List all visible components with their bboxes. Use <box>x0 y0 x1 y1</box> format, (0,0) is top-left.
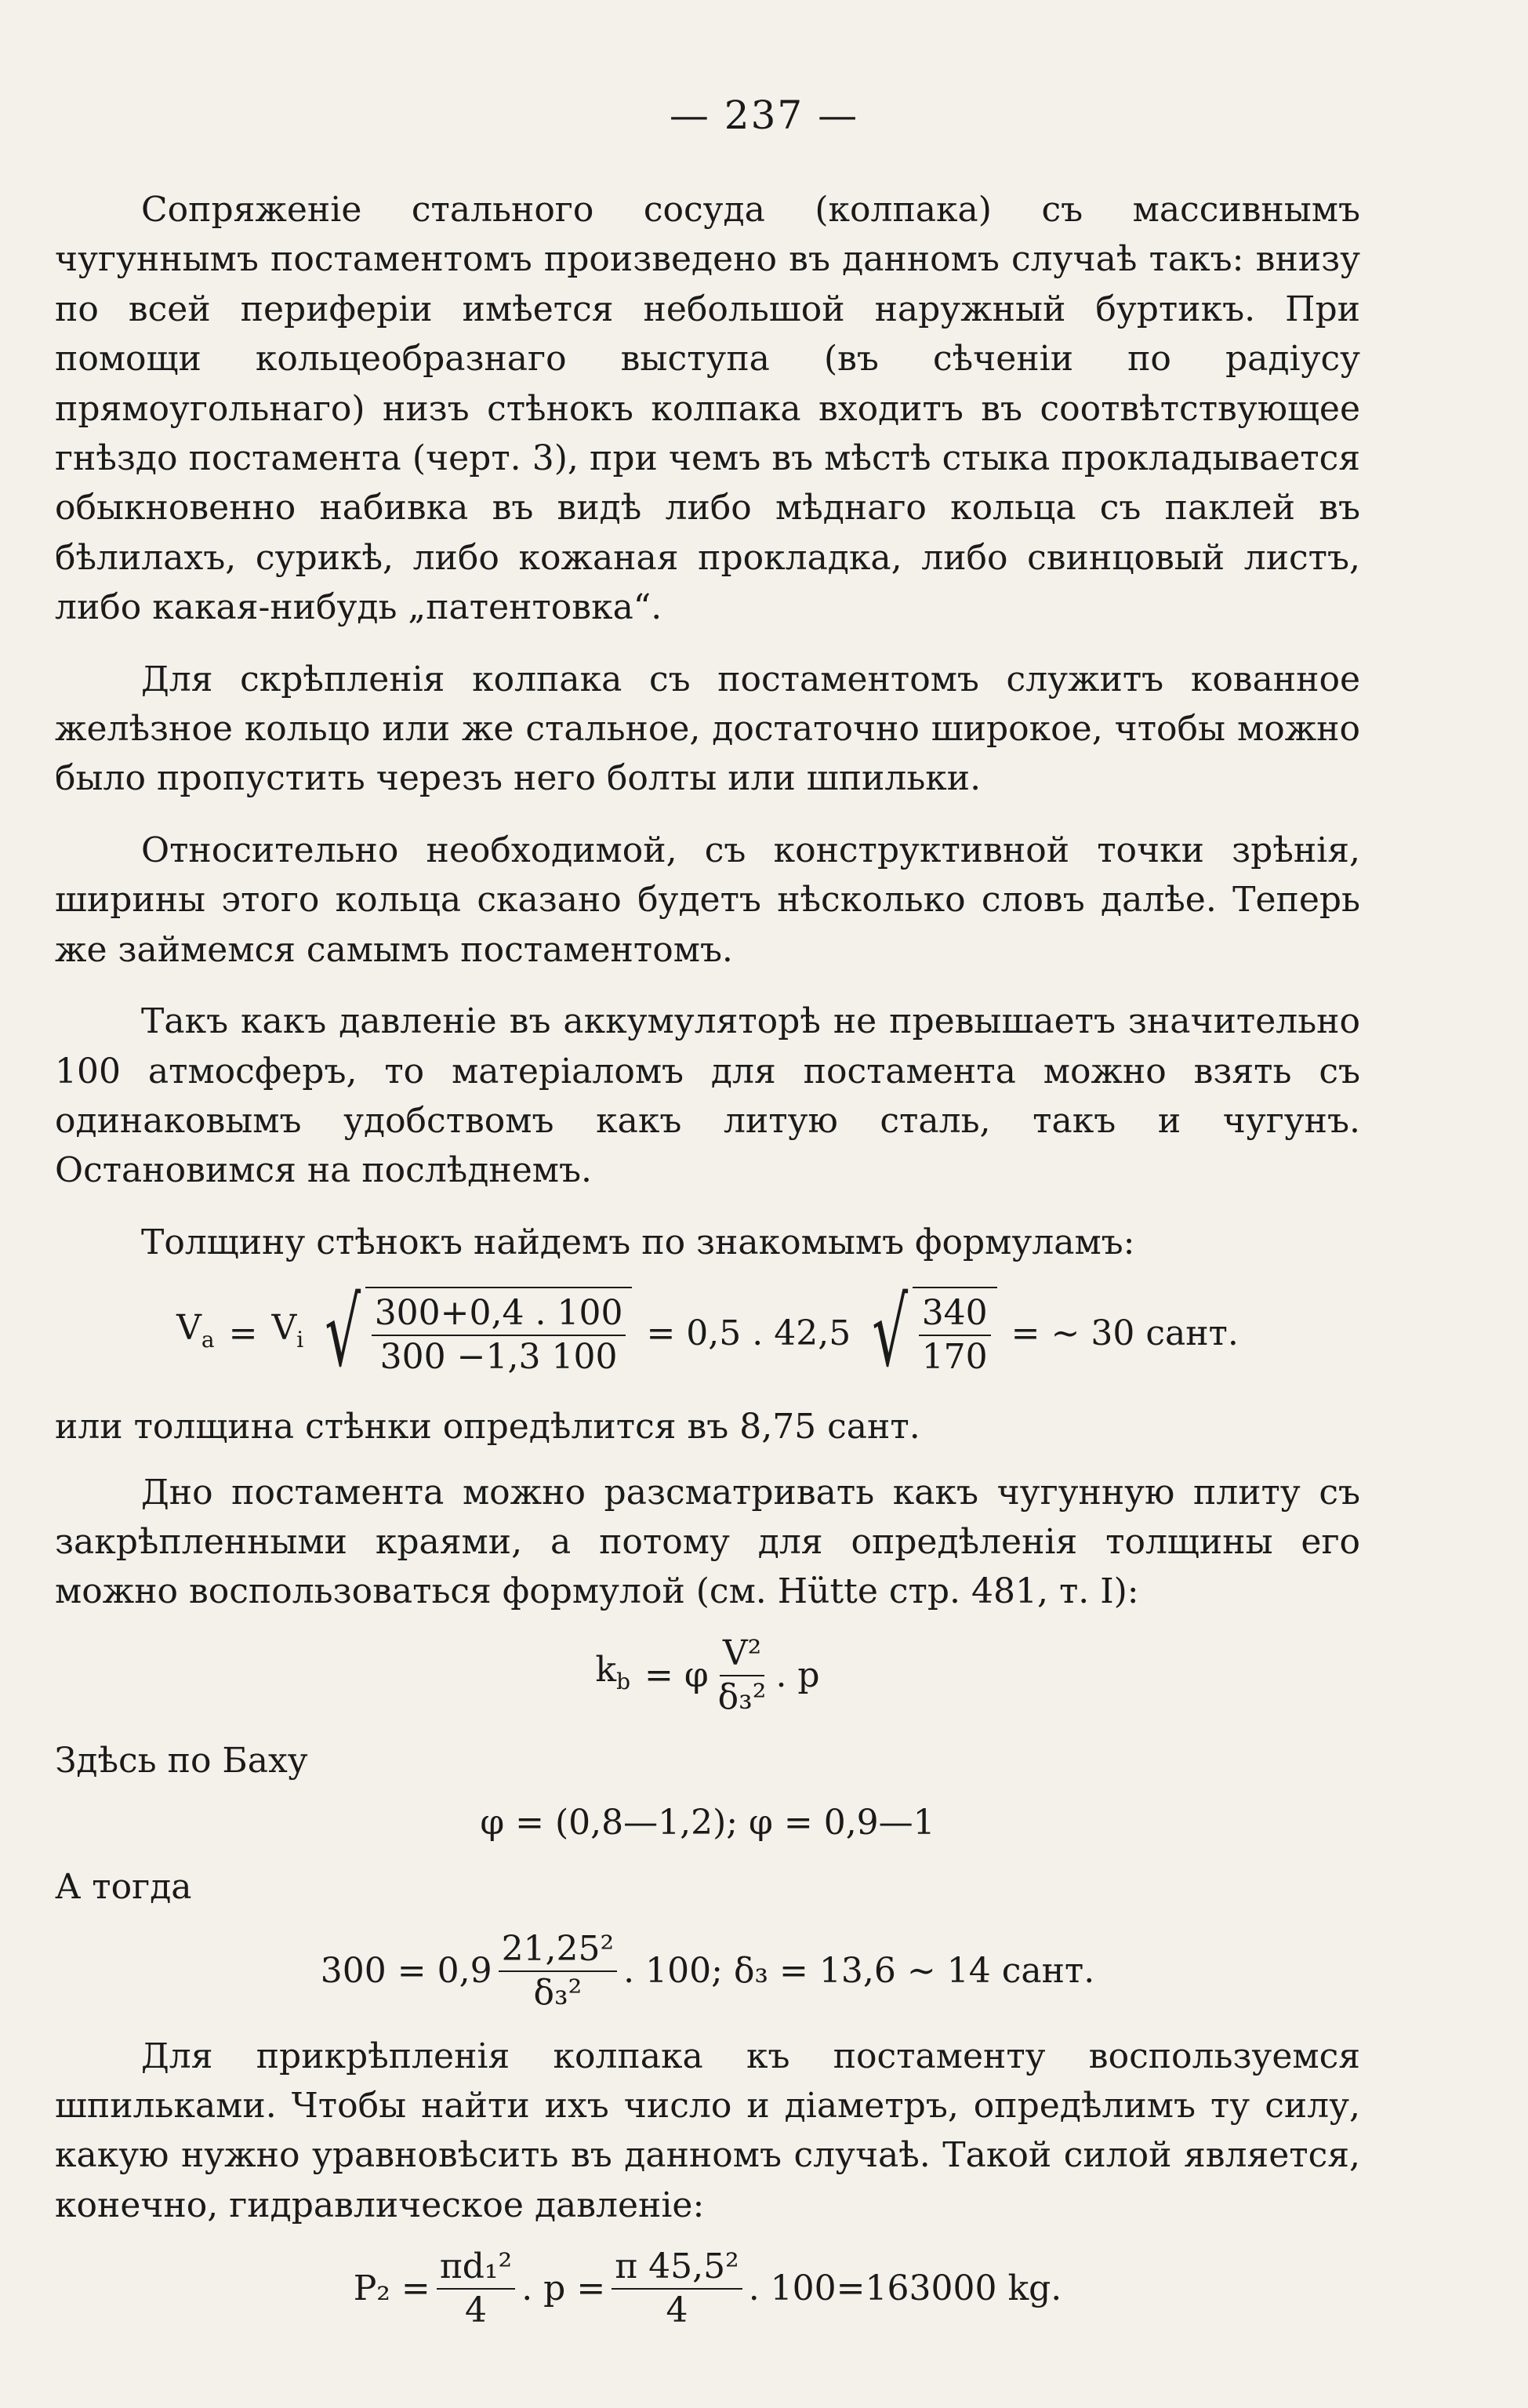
formula-1-eq: = <box>228 1313 258 1354</box>
fraction-5-denominator: 4 <box>465 2290 487 2331</box>
paragraph-1: Сопряженіе стального сосуда (колпака) съ массивнымъ чугуннымъ постаментомъ произведено въ данномъ случаѣ такъ: внизу по всей периферіи имѣется небольшой наружный буртикъ. При помощи кольцеобразнаго выступа (въ сѣченіи по радіусу прямоугольнаго) низъ стѣнокъ колпака входитъ въ соотвѣтствующее гнѣздо постамента (черт. 3), при чемъ въ мѣстѣ стыка прокладывается обыкновенно набивка въ видѣ либо мѣднаго кольца съ паклей въ бѣлилахъ, сурикѣ, либо кожаная прокладка, либо свинцовый листъ, либо какая-нибудь „патентовка“. <box>55 190 1360 628</box>
sqrt-1: √ $\frac{300+0,4 . 100}{300 -1,3 100}$ <box>313 1287 632 1381</box>
paragraph-6: или толщина стѣнки опредѣлится въ 8,75 сант. <box>55 1407 920 1447</box>
fraction-6-numerator: π 45,5² <box>612 2246 742 2290</box>
formula-2-eq: = φ <box>644 1655 709 1696</box>
formula-pressure <box>55 2246 1360 2332</box>
fraction-1 <box>372 1292 626 1378</box>
fraction-5-numerator: πd₁² <box>437 2246 515 2290</box>
label-then: А тогда <box>55 1867 192 1908</box>
fraction-3-denominator: δ₃² <box>717 1676 767 1717</box>
formula-1-v: $V_i$ <box>271 1308 304 1353</box>
formula-5-mid: . p = <box>521 2268 606 2309</box>
formula-4-rhs: . 100; δ₃ = 13,6 ∼ 14 сант. <box>623 1950 1095 1991</box>
fraction-1-numerator: 300+0,4 . 100 <box>372 1292 626 1336</box>
fraction-4-denominator: δ₃² <box>533 1972 583 2013</box>
formula-thickness <box>55 1928 1360 2014</box>
label-bach: Здѣсь по Баху <box>55 1740 308 1781</box>
formula-1-rhs: = ∼ 30 сант. <box>1011 1313 1239 1354</box>
formula-4-lhs: 300 = 0,9 <box>320 1950 492 1991</box>
fraction-2-denominator: 170 <box>921 1337 988 1378</box>
formula-phi: φ = (0,8—1,2); φ = 0,9—1 <box>480 1803 935 1843</box>
sqrt-2: √ $\frac{340}{170}$ <box>860 1287 996 1381</box>
formula-5-rhs: . 100=163000 kg. <box>748 2268 1062 2309</box>
fraction-6-denominator: 4 <box>666 2290 688 2331</box>
main-text <box>55 185 1360 2349</box>
fraction-2-numerator: 340 <box>919 1292 991 1336</box>
paragraph-5: Толщину стѣнокъ найдемъ по знакомымъ формуламъ: <box>141 1222 1135 1262</box>
formula-wall-thickness <box>55 1279 1360 1389</box>
formula-2-rhs: . p <box>775 1655 820 1696</box>
fraction-2 <box>919 1292 991 1378</box>
paragraph-3: Относительно необходимой, съ конструктивной точки зрѣнія, ширины этого кольца сказано будетъ нѣсколько словъ далѣе. Теперь же займемся самымъ постаментомъ. <box>55 830 1360 970</box>
paragraph-4: Такъ какъ давленіе въ аккумуляторѣ не превышаетъ значительно 100 атмосферъ, то матеріаломъ для постамента можно взять съ одинаковымъ удобствомъ какъ литую сталь, такъ и чугунъ. Остановимся на послѣднемъ. <box>55 1001 1360 1191</box>
formula-bottom <box>55 1633 1360 1719</box>
page-number: — 237 — <box>669 93 859 138</box>
fraction-4 <box>499 1928 618 2014</box>
fraction-4-numerator: 21,25² <box>499 1928 618 1972</box>
paragraph-7: Дно постамента можно разсматривать какъ чугунную плиту съ закрѣпленными краями, а потому для опредѣленія толщины его можно воспользоваться формулой (см. Hütte стр. 481, т. I): <box>55 1472 1360 1612</box>
formula-1-mid: = 0,5 . 42,5 <box>646 1313 851 1354</box>
paragraph-2: Для скрѣпленія колпака съ постаментомъ служитъ кованное желѣзное кольцо или же стальное, достаточно широкое, чтобы можно было пропустить черезъ него болты или шпильки. <box>55 659 1360 799</box>
fraction-3 <box>715 1633 770 1719</box>
fraction-1-denominator: 300 −1,3 100 <box>379 1337 618 1378</box>
fraction-5 <box>437 2246 515 2332</box>
fraction-3-numerator: V² <box>720 1633 764 1676</box>
fraction-6 <box>612 2246 742 2332</box>
formula-5-lhs: P₂ = <box>353 2268 430 2309</box>
paragraph-8: Для прикрѣпленія колпака къ постаменту воспользуемся шпильками. Чтобы найти ихъ число и діаметръ, опредѣлимъ ту силу, какую нужно уравновѣсить въ данномъ случаѣ. Такой силой является, конечно, гидравлическое давленіе: <box>55 2036 1360 2225</box>
formula-2-lhs: $k_b$ <box>595 1649 630 1694</box>
formula-1-lhs: $V_a$ <box>176 1308 215 1353</box>
